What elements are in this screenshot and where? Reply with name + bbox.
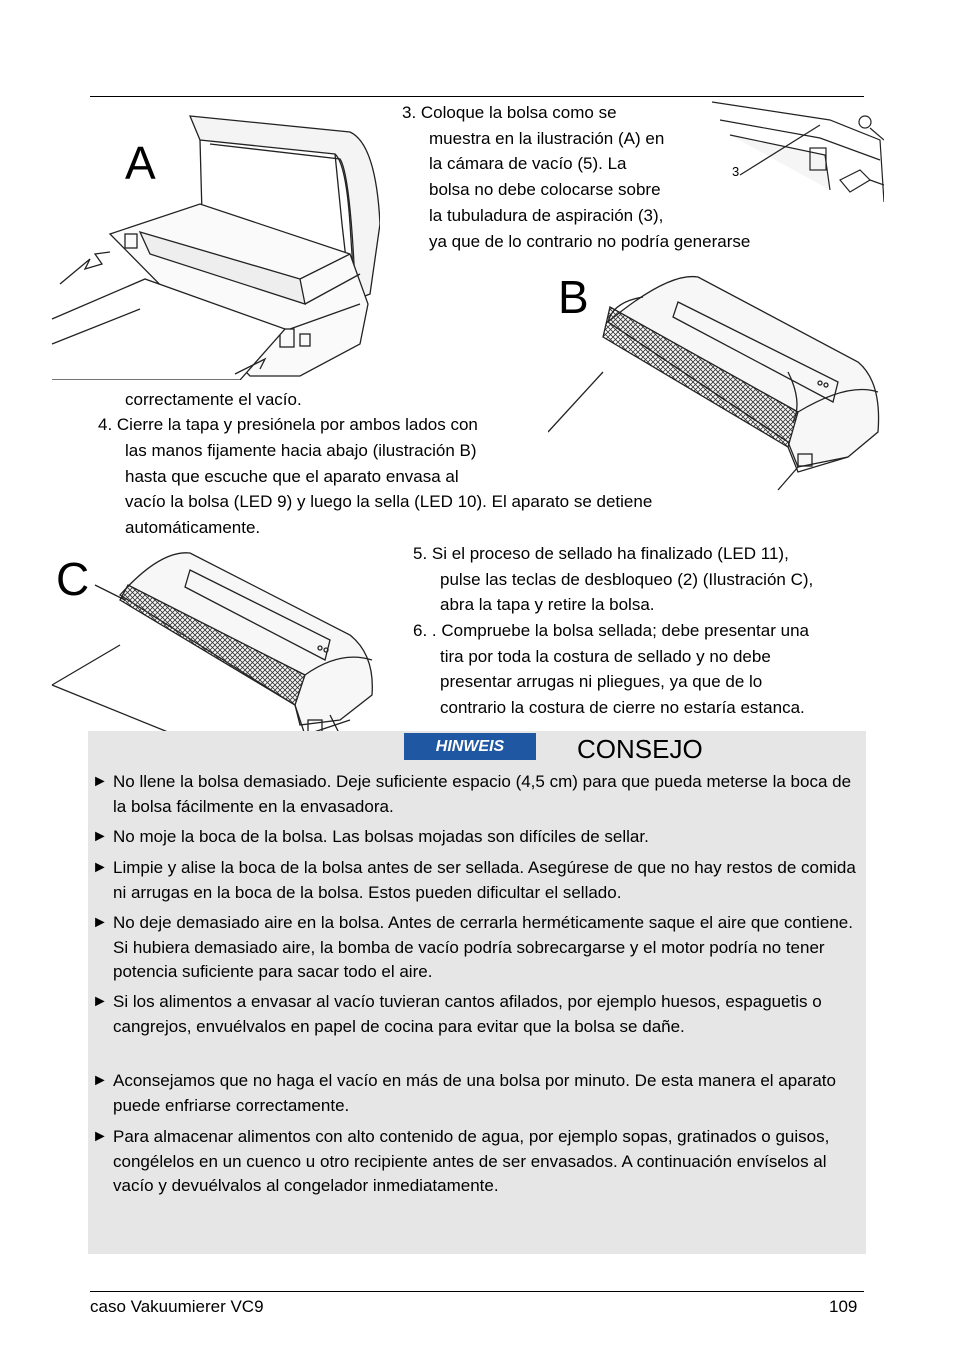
- footer-rule: [90, 1291, 864, 1292]
- bullet-arrow-icon: ►: [92, 773, 108, 790]
- figure-b-illustration: [548, 262, 882, 492]
- bullet-arrow-icon: ►: [92, 828, 108, 845]
- tip-text: Si los alimentos a envasar al vacío tuvieran cantos afilados, por ejemplo huesos, espaguetis o cangrejos, envuélvalos en papel de cocina para evitar que la bolsa se dañe.: [113, 992, 822, 1036]
- figure-a-label: A: [125, 137, 156, 189]
- step-5-line: pulse las teclas de desbloqueo (2) (Ilustración C),: [440, 570, 814, 589]
- tip-item: [92, 1125, 864, 1199]
- step-3-line: bolsa no debe colocarse sobre: [429, 180, 661, 199]
- step-4-line: 4. Cierre la tapa y presiónela por ambos lados con: [98, 415, 478, 434]
- header-rule: [90, 96, 864, 97]
- step-4-line: hasta que escuche que el aparato envasa al: [125, 467, 459, 486]
- bullet-arrow-icon: ►: [92, 859, 108, 876]
- figure-inset-illustration: [710, 100, 884, 202]
- step-6-line: contrario la costura de cierre no estaría estanca.: [440, 698, 805, 717]
- figure-c-illustration: [50, 545, 382, 745]
- step-4-line: automáticamente.: [125, 518, 261, 537]
- page-number: 109: [829, 1297, 858, 1316]
- tip-text: Limpie y alise la boca de la bolsa antes de ser sellada. Asegúrese de que no hay restos de comida ni arrugas en la boca de la bolsa. Estos pueden dificultar el sellado.: [113, 858, 856, 902]
- step-3-line: la tubuladura de aspiración (3),: [429, 206, 664, 225]
- figure-b-label: B: [558, 271, 589, 323]
- step-6-line: presentar arrugas ni pliegues, ya que de lo: [440, 672, 763, 691]
- step-6-line: tira por toda la costura de sellado y no debe: [440, 647, 771, 666]
- tip-text: Para almacenar alimentos con alto contenido de agua, por ejemplo sopas, gratinados o guisos, congélelos en un cuenco u otro recipiente antes de ser envasados. A continuación envíselos al vacío y devuélvalos al congelador inmediatamente.: [113, 1127, 830, 1195]
- tip-item: [92, 1069, 864, 1118]
- tip-text: No moje la boca de la bolsa. Las bolsas mojadas son difíciles de sellar.: [113, 827, 649, 846]
- step-3-line: correctamente el vacío.: [125, 390, 302, 409]
- step-5-line: 5. Si el proceso de sellado ha finalizado (LED 11),: [413, 544, 789, 563]
- step-3-line: la cámara de vacío (5). La: [429, 154, 627, 173]
- figure-a-illustration: [50, 104, 380, 380]
- tips-title: CONSEJO: [577, 734, 703, 764]
- figure-c-label: C: [56, 553, 90, 605]
- step-4-line: vacío la bolsa (LED 9) y luego la sella (LED 10). El aparato se detiene: [125, 492, 653, 511]
- tip-item: [92, 990, 864, 1039]
- step-3-line: 3. Coloque la bolsa como se: [402, 103, 617, 122]
- step-3-line: muestra en la ilustración (A) en: [429, 129, 665, 148]
- bullet-arrow-icon: ►: [92, 914, 108, 931]
- tip-item: [92, 856, 864, 905]
- tip-item: [92, 911, 864, 985]
- tip-item: [92, 825, 864, 850]
- tip-text: No llene la bolsa demasiado. Deje suficiente espacio (4,5 cm) para que pueda meterse la boca de la bolsa fácilmente en la envasadora.: [113, 772, 852, 816]
- bullet-arrow-icon: ►: [92, 1072, 108, 1089]
- step-4-line: las manos fijamente hacia abajo (ilustración B): [125, 441, 477, 460]
- tip-text: Aconsejamos que no haga el vacío en más de una bolsa por minuto. De esta manera el aparato puede enfriarse correctamente.: [113, 1071, 836, 1115]
- tip-item: [92, 770, 864, 819]
- tip-text: No deje demasiado aire en la bolsa. Antes de cerrarla herméticamente saque el aire que contiene. Si hubiera demasiado aire, la bomba de vacío podría sobrecargarse y el motor podría no tener potencia suficiente para sacar todo el aire.: [113, 913, 853, 981]
- hinweis-badge: HINWEIS: [404, 733, 536, 760]
- bullet-arrow-icon: ►: [92, 1128, 108, 1145]
- step-3-line: ya que de lo contrario no podría generarse: [429, 232, 751, 251]
- step-6-line: 6. . Compruebe la bolsa sellada; debe presentar una: [413, 621, 809, 640]
- footer-title: caso Vakuumierer VC9: [90, 1297, 264, 1316]
- step-5-line: abra la tapa y retire la bolsa.: [440, 595, 655, 614]
- bullet-arrow-icon: ►: [92, 993, 108, 1010]
- inset-callout-3: 3: [732, 164, 740, 179]
